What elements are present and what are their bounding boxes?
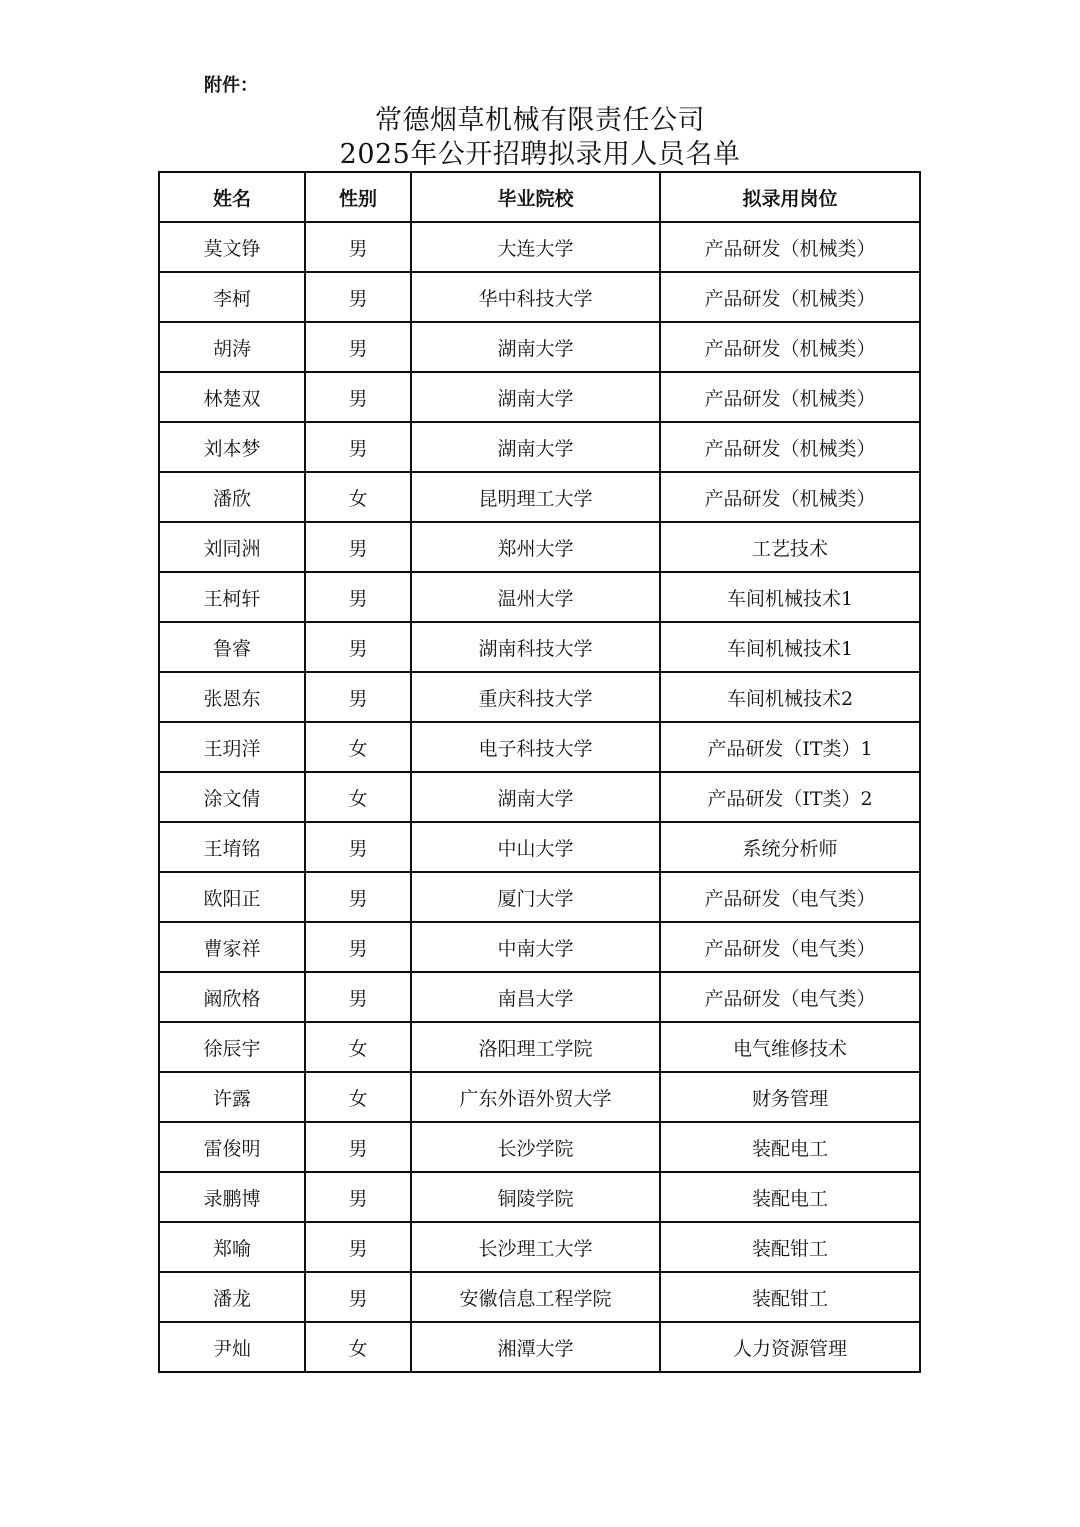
cell-school: 长沙学院: [411, 1122, 660, 1172]
cell-position: 车间机械技术1: [660, 572, 920, 622]
cell-name: 王柯轩: [159, 572, 305, 622]
cell-school: 昆明理工大学: [411, 472, 660, 522]
cell-name: 涂文倩: [159, 772, 305, 822]
table-row: [159, 472, 920, 522]
cell-gender: 男: [305, 422, 411, 472]
cell-position: 工艺技术: [660, 522, 920, 572]
cell-name: 王堉铭: [159, 822, 305, 872]
cell-gender: 男: [305, 822, 411, 872]
table-row: [159, 1322, 920, 1372]
cell-name: 林楚双: [159, 372, 305, 422]
cell-name: 许露: [159, 1072, 305, 1122]
cell-gender: 男: [305, 272, 411, 322]
cell-school: 电子科技大学: [411, 722, 660, 772]
cell-position: 车间机械技术2: [660, 672, 920, 722]
cell-gender: 男: [305, 572, 411, 622]
cell-school: 湖南科技大学: [411, 622, 660, 672]
cell-position: 产品研发（电气类）: [660, 922, 920, 972]
cell-gender: 男: [305, 672, 411, 722]
table-row: [159, 272, 920, 322]
cell-gender: 男: [305, 372, 411, 422]
cell-position: 系统分析师: [660, 822, 920, 872]
cell-school: 温州大学: [411, 572, 660, 622]
cell-name: 刘本梦: [159, 422, 305, 472]
cell-position: 产品研发（机械类）: [660, 472, 920, 522]
cell-school: 中南大学: [411, 922, 660, 972]
cell-school: 铜陵学院: [411, 1172, 660, 1222]
table-row: [159, 772, 920, 822]
cell-position: 产品研发（机械类）: [660, 372, 920, 422]
candidate-table: [158, 171, 921, 1373]
cell-school: 郑州大学: [411, 522, 660, 572]
cell-position: 电气维修技术: [660, 1022, 920, 1072]
cell-name: 尹灿: [159, 1322, 305, 1372]
cell-position: 产品研发（电气类）: [660, 972, 920, 1022]
cell-position: 产品研发（机械类）: [660, 222, 920, 272]
cell-name: 雷俊明: [159, 1122, 305, 1172]
cell-position: 产品研发（机械类）: [660, 322, 920, 372]
cell-position: 装配电工: [660, 1172, 920, 1222]
table-header-row: [159, 172, 920, 222]
cell-gender: 女: [305, 472, 411, 522]
cell-name: 潘龙: [159, 1272, 305, 1322]
table-row: [159, 1022, 920, 1072]
cell-school: 湖南大学: [411, 422, 660, 472]
document-title: 常德烟草机械有限责任公司: [375, 105, 705, 136]
table-row: [159, 672, 920, 722]
header-gender: 性别: [305, 172, 411, 222]
cell-gender: 男: [305, 972, 411, 1022]
cell-name: 鲁睿: [159, 622, 305, 672]
table-row: [159, 1272, 920, 1322]
cell-name: 郑喻: [159, 1222, 305, 1272]
cell-gender: 女: [305, 1072, 411, 1122]
cell-name: 潘欣: [159, 472, 305, 522]
cell-name: 胡涛: [159, 322, 305, 372]
cell-gender: 男: [305, 922, 411, 972]
cell-school: 湖南大学: [411, 772, 660, 822]
table-body: [159, 222, 920, 1372]
table-row: [159, 422, 920, 472]
cell-name: 王玥洋: [159, 722, 305, 772]
cell-gender: 男: [305, 1122, 411, 1172]
table-row: [159, 872, 920, 922]
cell-position: 车间机械技术1: [660, 622, 920, 672]
attachment-label: 附件：: [204, 75, 258, 96]
cell-position: 装配钳工: [660, 1272, 920, 1322]
cell-name: 李柯: [159, 272, 305, 322]
cell-gender: 男: [305, 322, 411, 372]
cell-school: 安徽信息工程学院: [411, 1272, 660, 1322]
cell-school: 长沙理工大学: [411, 1222, 660, 1272]
cell-school: 厦门大学: [411, 872, 660, 922]
cell-position: 财务管理: [660, 1072, 920, 1122]
table-row: [159, 722, 920, 772]
cell-name: 阚欣格: [159, 972, 305, 1022]
cell-gender: 女: [305, 772, 411, 822]
table-row: [159, 922, 920, 972]
cell-name: 莫文铮: [159, 222, 305, 272]
table-row: [159, 572, 920, 622]
cell-position: 产品研发（机械类）: [660, 422, 920, 472]
table-row: [159, 622, 920, 672]
cell-gender: 女: [305, 722, 411, 772]
document-subtitle: 2025年公开招聘拟录用人员名单: [339, 139, 741, 170]
cell-school: 华中科技大学: [411, 272, 660, 322]
cell-name: 曹家祥: [159, 922, 305, 972]
table-row: [159, 222, 920, 272]
cell-name: 徐辰宇: [159, 1022, 305, 1072]
header-school: 毕业院校: [411, 172, 660, 222]
cell-school: 湖南大学: [411, 372, 660, 422]
table-row: [159, 1122, 920, 1172]
cell-school: 湖南大学: [411, 322, 660, 372]
table-row: [159, 1072, 920, 1122]
table-row: [159, 522, 920, 572]
cell-gender: 男: [305, 1222, 411, 1272]
table-row: [159, 822, 920, 872]
cell-gender: 男: [305, 1272, 411, 1322]
table-row: [159, 322, 920, 372]
cell-school: 大连大学: [411, 222, 660, 272]
cell-position: 产品研发（IT类）2: [660, 772, 920, 822]
cell-school: 中山大学: [411, 822, 660, 872]
cell-gender: 男: [305, 1172, 411, 1222]
cell-gender: 男: [305, 872, 411, 922]
cell-school: 广东外语外贸大学: [411, 1072, 660, 1122]
cell-name: 录鹏博: [159, 1172, 305, 1222]
cell-gender: 女: [305, 1022, 411, 1072]
cell-position: 装配钳工: [660, 1222, 920, 1272]
cell-name: 刘同洲: [159, 522, 305, 572]
cell-gender: 男: [305, 622, 411, 672]
cell-school: 重庆科技大学: [411, 672, 660, 722]
header-name: 姓名: [159, 172, 305, 222]
header-position: 拟录用岗位: [660, 172, 920, 222]
table-row: [159, 972, 920, 1022]
table-row: [159, 1222, 920, 1272]
cell-position: 产品研发（机械类）: [660, 272, 920, 322]
cell-position: 产品研发（IT类）1: [660, 722, 920, 772]
cell-school: 南昌大学: [411, 972, 660, 1022]
cell-gender: 男: [305, 222, 411, 272]
cell-name: 欧阳正: [159, 872, 305, 922]
table-row: [159, 1172, 920, 1222]
cell-school: 湘潭大学: [411, 1322, 660, 1372]
cell-position: 装配电工: [660, 1122, 920, 1172]
cell-position: 产品研发（电气类）: [660, 872, 920, 922]
table-row: [159, 372, 920, 422]
cell-name: 张恩东: [159, 672, 305, 722]
cell-gender: 男: [305, 522, 411, 572]
cell-gender: 女: [305, 1322, 411, 1372]
cell-school: 洛阳理工学院: [411, 1022, 660, 1072]
cell-position: 人力资源管理: [660, 1322, 920, 1372]
